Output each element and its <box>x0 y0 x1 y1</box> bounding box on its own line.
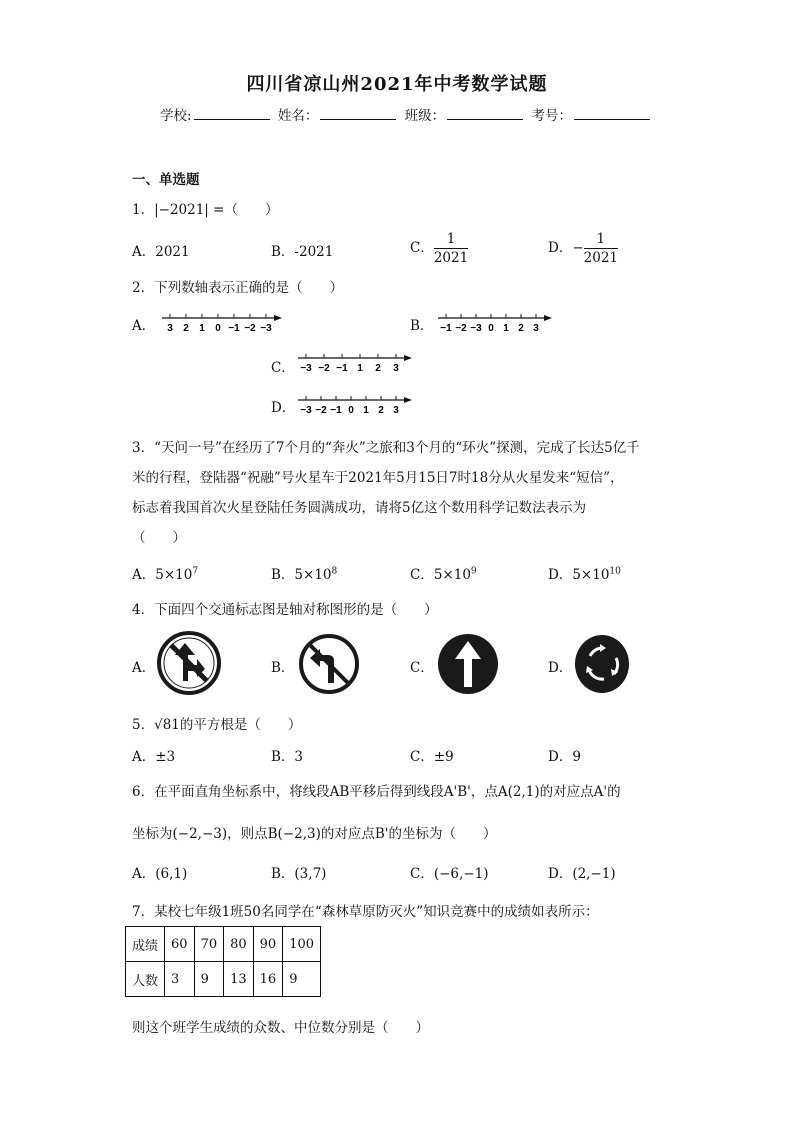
tick-label: −2 <box>455 323 467 334</box>
table-cell: 90 <box>253 927 283 962</box>
score-table <box>125 926 321 997</box>
tick-label: 2 <box>183 323 189 334</box>
q5-option-a: A．±3 <box>132 749 176 765</box>
axis-arrow <box>274 315 282 321</box>
exponent: 8 <box>331 566 338 577</box>
numerator: 1 <box>434 230 468 249</box>
student-info-line <box>160 104 654 124</box>
name-label: 姓名： <box>277 108 319 124</box>
q3-option-c-base: C．5×10 <box>410 567 471 583</box>
numerator: 1 <box>584 230 618 249</box>
q6-option-c: C．(−6,−1) <box>410 866 489 882</box>
q6-line2: 坐标为(−2,−3)，则点B(−2,3)的对应点B'的坐标为（ ） <box>132 826 497 842</box>
tick-label: 3 <box>167 323 173 334</box>
q3-line2: 米的行程，登陆器“祝融”号火星车于2021年5月15日7时18分从火星发来“短信”， <box>132 470 624 486</box>
table-row <box>126 962 321 997</box>
q1-option-d <box>548 230 618 267</box>
tick-label: 1 <box>503 323 509 334</box>
q2-option-c: C． <box>271 360 295 376</box>
table-row <box>126 927 321 962</box>
tick-label: 3 <box>393 363 399 374</box>
no-left-turn-sign-icon <box>298 633 360 695</box>
number-line-d <box>298 392 412 416</box>
table-cell: 成绩 <box>126 927 165 962</box>
fraction <box>434 230 468 267</box>
school-blank[interactable] <box>194 107 270 120</box>
axis-arrow <box>404 397 412 403</box>
exam-no-blank[interactable] <box>574 107 650 120</box>
q2-stem: 2．下列数轴表示正确的是（ ） <box>132 280 344 296</box>
denominator: 2021 <box>433 250 469 266</box>
tick-label: 1 <box>363 405 369 416</box>
tick-label: −2 <box>244 323 256 334</box>
straight-ahead-sign-icon <box>437 633 499 695</box>
tick-label: 1 <box>199 323 205 334</box>
exam-no-label: 考号： <box>531 108 572 124</box>
q1-stem: 1．|−2021| =（ ） <box>132 202 279 218</box>
tick-label: −3 <box>260 323 272 334</box>
tick-label: −2 <box>315 405 327 416</box>
number-line-a <box>162 310 282 334</box>
q1-option-c-prefix: C． <box>410 240 434 256</box>
q1-option-d-prefix: D．− <box>548 240 584 256</box>
axis-arrow <box>404 355 412 361</box>
q6-option-d: D．(2,−1) <box>548 866 616 882</box>
tick-label: −3 <box>300 363 312 374</box>
tick-label: 1 <box>357 363 363 374</box>
tick-label: −3 <box>300 405 312 416</box>
q1-option-c <box>410 230 468 267</box>
q3-option-d-base: D．5×10 <box>548 567 610 583</box>
roundabout-sign-icon <box>574 634 630 694</box>
q2-option-a: A． <box>132 318 156 334</box>
q3-option-a-base: A．5×10 <box>132 567 193 583</box>
table-cell: 9 <box>283 962 321 997</box>
q6-line1: 6．在平面直角坐标系中，将线段AB平移后得到线段A'B'，点A(2,1)的对应点A'的 <box>132 784 621 800</box>
table-cell: 9 <box>194 962 224 997</box>
class-label: 班级： <box>404 108 446 124</box>
q7-followup: 则这个班学生成绩的众数、中位数分别是（ ） <box>132 1020 429 1036</box>
q3-line3: 标志着我国首次火星登陆任务圆满成功，请将5亿这个数用科学记数法表示为 <box>132 500 587 516</box>
q5-option-d: D．9 <box>548 749 581 765</box>
table-cell: 人数 <box>126 962 165 997</box>
q5-stem: 5．√81的平方根是（ ） <box>132 717 302 733</box>
q3-option-a <box>132 563 198 583</box>
q6-option-a: A．(6,1) <box>132 866 188 882</box>
q2-option-d: D． <box>271 400 296 416</box>
name-blank[interactable] <box>320 107 396 120</box>
table-cell: 60 <box>165 927 195 962</box>
tick-label: −1 <box>228 323 240 334</box>
q6-option-b: B．(3,7) <box>271 866 327 882</box>
q4-option-a: A． <box>132 660 156 676</box>
axis-arrow <box>544 315 552 321</box>
q2-option-b: B． <box>410 318 434 334</box>
table-cell: 100 <box>283 927 321 962</box>
tick-label: 3 <box>393 405 399 416</box>
tick-label: −1 <box>440 323 452 334</box>
q7-stem: 7．某校七年级1班50名同学在“森林草原防灭火”知识竞赛中的成绩如表所示： <box>132 904 599 920</box>
exponent: 7 <box>192 566 199 577</box>
q3-line1: 3．“天问一号”在经历了7个月的“奔火”之旅和3个月的“环火”探测，完成了长达5亿千 <box>132 440 640 456</box>
tick-label: 0 <box>348 405 354 416</box>
number-line-b <box>438 310 552 334</box>
table-cell: 16 <box>253 962 283 997</box>
tick-label: 2 <box>518 323 524 334</box>
no-straight-right-sign-icon <box>157 631 221 695</box>
q3-line4: （ ） <box>132 530 186 546</box>
tick-label: 3 <box>533 323 539 334</box>
tick-label: −1 <box>330 405 342 416</box>
section-heading: 一、单选题 <box>132 172 200 188</box>
q5-option-b: B．3 <box>271 749 304 765</box>
tick-label: 2 <box>378 405 384 416</box>
table-cell: 70 <box>194 927 224 962</box>
exponent: 9 <box>470 566 477 577</box>
tick-label: 2 <box>375 363 381 374</box>
q4-option-d: D． <box>548 660 573 676</box>
q4-option-c: C． <box>410 660 434 676</box>
table-cell: 13 <box>224 962 254 997</box>
tick-label: 0 <box>488 323 494 334</box>
fraction <box>584 230 618 267</box>
class-blank[interactable] <box>447 107 523 120</box>
q3-option-b <box>271 563 337 583</box>
q4-stem: 4．下面四个交通标志图是轴对称图形的是（ ） <box>132 602 438 618</box>
denominator: 2021 <box>583 250 618 266</box>
q3-option-d <box>548 563 621 583</box>
q3-option-c <box>410 563 477 583</box>
school-label: 学校: <box>160 108 192 124</box>
number-line-c <box>298 350 412 374</box>
tick-label: −3 <box>470 323 482 334</box>
q4-option-b: B． <box>271 660 295 676</box>
tick-label: 0 <box>215 323 221 334</box>
tick-label: −2 <box>318 363 330 374</box>
q3-option-b-base: B．5×10 <box>271 567 332 583</box>
table-cell: 3 <box>165 962 195 997</box>
table-cell: 80 <box>224 927 254 962</box>
q1-option-a: A．2021 <box>132 244 190 260</box>
q1-option-b: B．-2021 <box>271 244 334 260</box>
q5-option-c: C．±9 <box>410 749 454 765</box>
exponent: 10 <box>609 566 621 577</box>
page-title: 四川省凉山州2021年中考数学试题 <box>246 74 548 95</box>
tick-label: −1 <box>336 363 348 374</box>
